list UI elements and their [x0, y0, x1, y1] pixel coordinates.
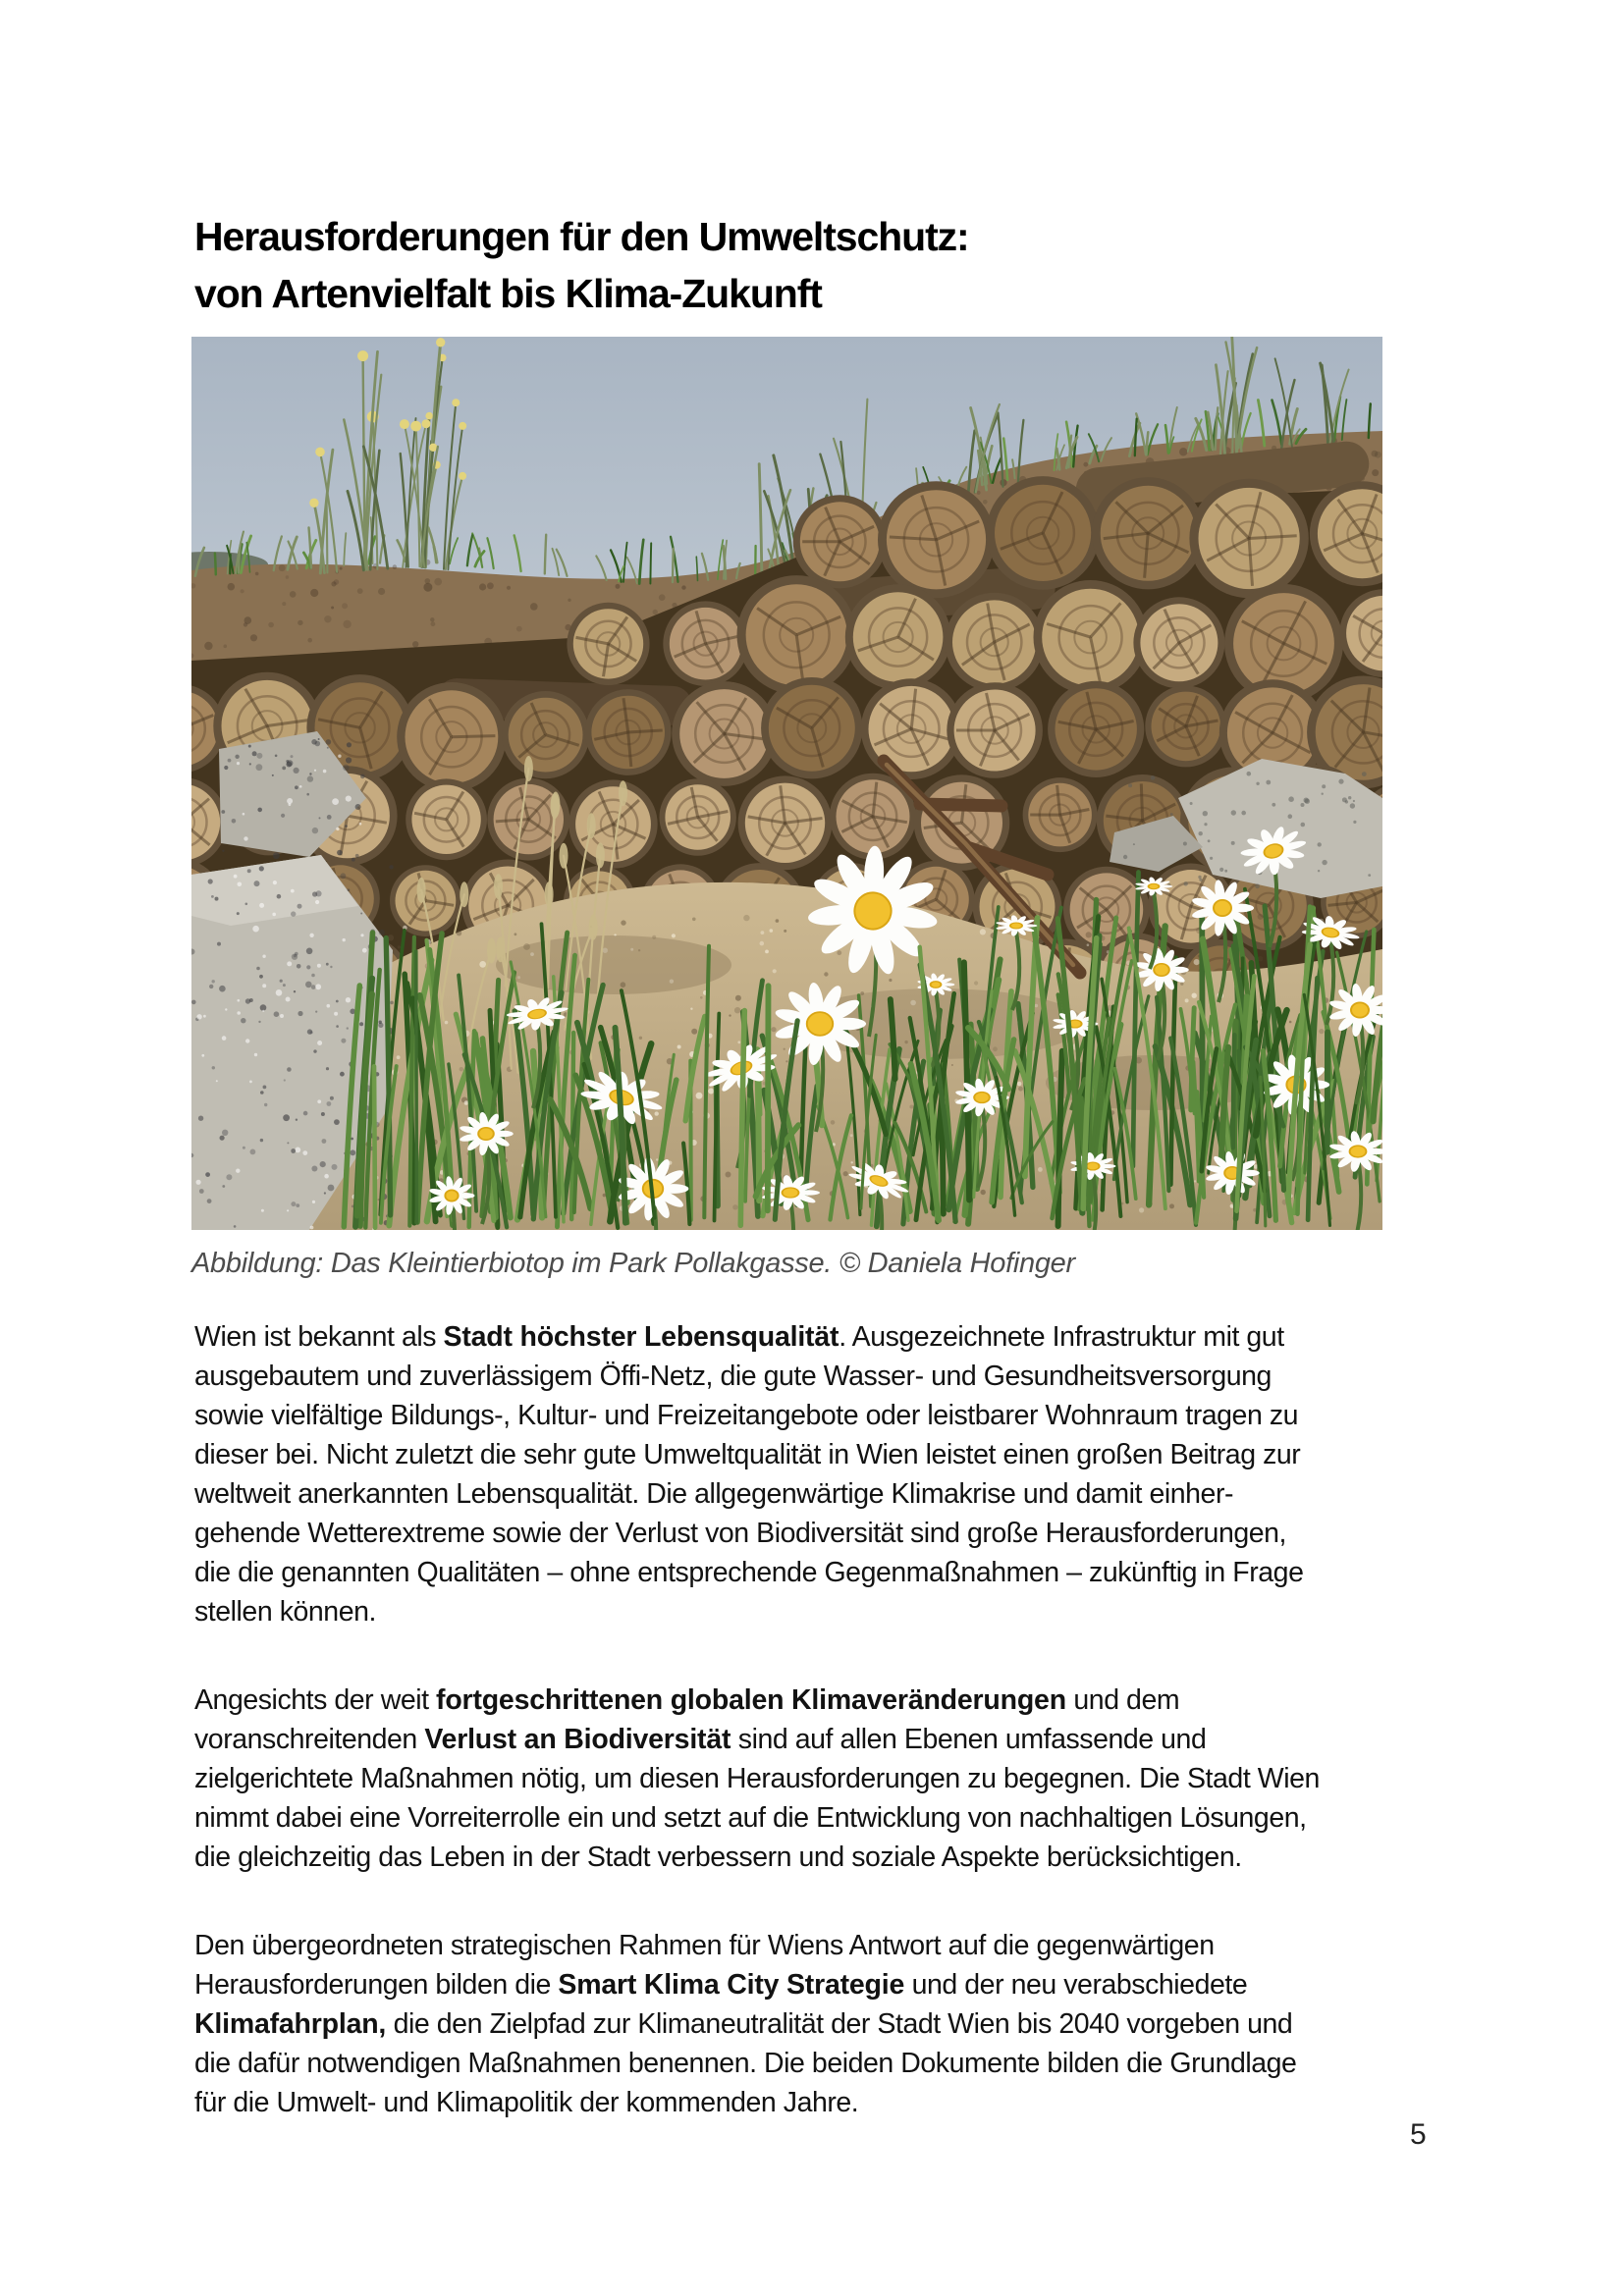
figure — [191, 337, 1382, 1280]
paragraph-2: Angesichts der weit fortgeschrittenen globalen Klimaveränderungen und dem voranschreitenden Verlust an Biodiversität sind auf allen Ebenen umfassende und zielgerichtete Maßnahmen nötig, um diesen Herausforderungen zu begegnen. Die Stadt Wien nimmt dabei eine Vorreiterrolle ein und setzt auf die Entwicklung von nachhaltigen Lösungen, die gleichzeitig das Leben in der Stadt verbessern und soziale Aspekte berücksichtigen. — [194, 1684, 1320, 1873]
paragraph-3: Den übergeordneten strategischen Rahmen für Wiens Antwort auf die gegenwärtigen Herausforderungen bilden die Smart Klima City Strategie und der neu verabschiedete Klimafahrplan, die den Zielpfad zur Klimaneutralität der Stadt Wien bis 2040 vorgeben und die dafür notwendigen Maßnahmen benennen. Die beiden Dokumente bilden die Grundlage für die Umwelt- und Klimapolitik der kommenden Jahre. — [194, 1930, 1297, 2118]
article-body — [194, 1317, 1471, 2171]
article-photo — [191, 337, 1382, 1230]
paragraph-1: Wien ist bekannt als Stadt höchster Lebensqualität. Ausgezeichnete Infrastruktur mit gut ausgebautem und zuverlässigem Öffi-Netz, die gute Wasser- und Gesundheitsversorgung sowie vielfältige Bildungs-, Kultur- und Freizeitangebote oder leistbarer Wohnraum tragen zu dieser bei. Nicht zuletzt die sehr gute Umweltqualität in Wien leistet einen großen Beitrag zur weltweit anerkannten Lebensqualität. Die allgegenwärtige Klimakrise und damit einher- gehende Wetterextreme sowie der Verlust von Biodiversität sind große Herausforderungen, die die genannten Qualitäten – ohne entsprechende Gegenmaßnahmen – zukünftig in Frage stellen können. — [194, 1321, 1304, 1628]
page-title-line1: Herausforderungen für den Umweltschutz: — [194, 214, 969, 259]
page-title-line2: von Artenvielfalt bis Klima-Zukunft — [194, 271, 822, 316]
page-title — [194, 208, 969, 322]
page-number: 5 — [1410, 2118, 1427, 2151]
figure-caption: Abbildung: Das Kleintierbiotop im Park Pollakgasse. © Daniela Hofinger — [191, 1248, 1075, 1279]
